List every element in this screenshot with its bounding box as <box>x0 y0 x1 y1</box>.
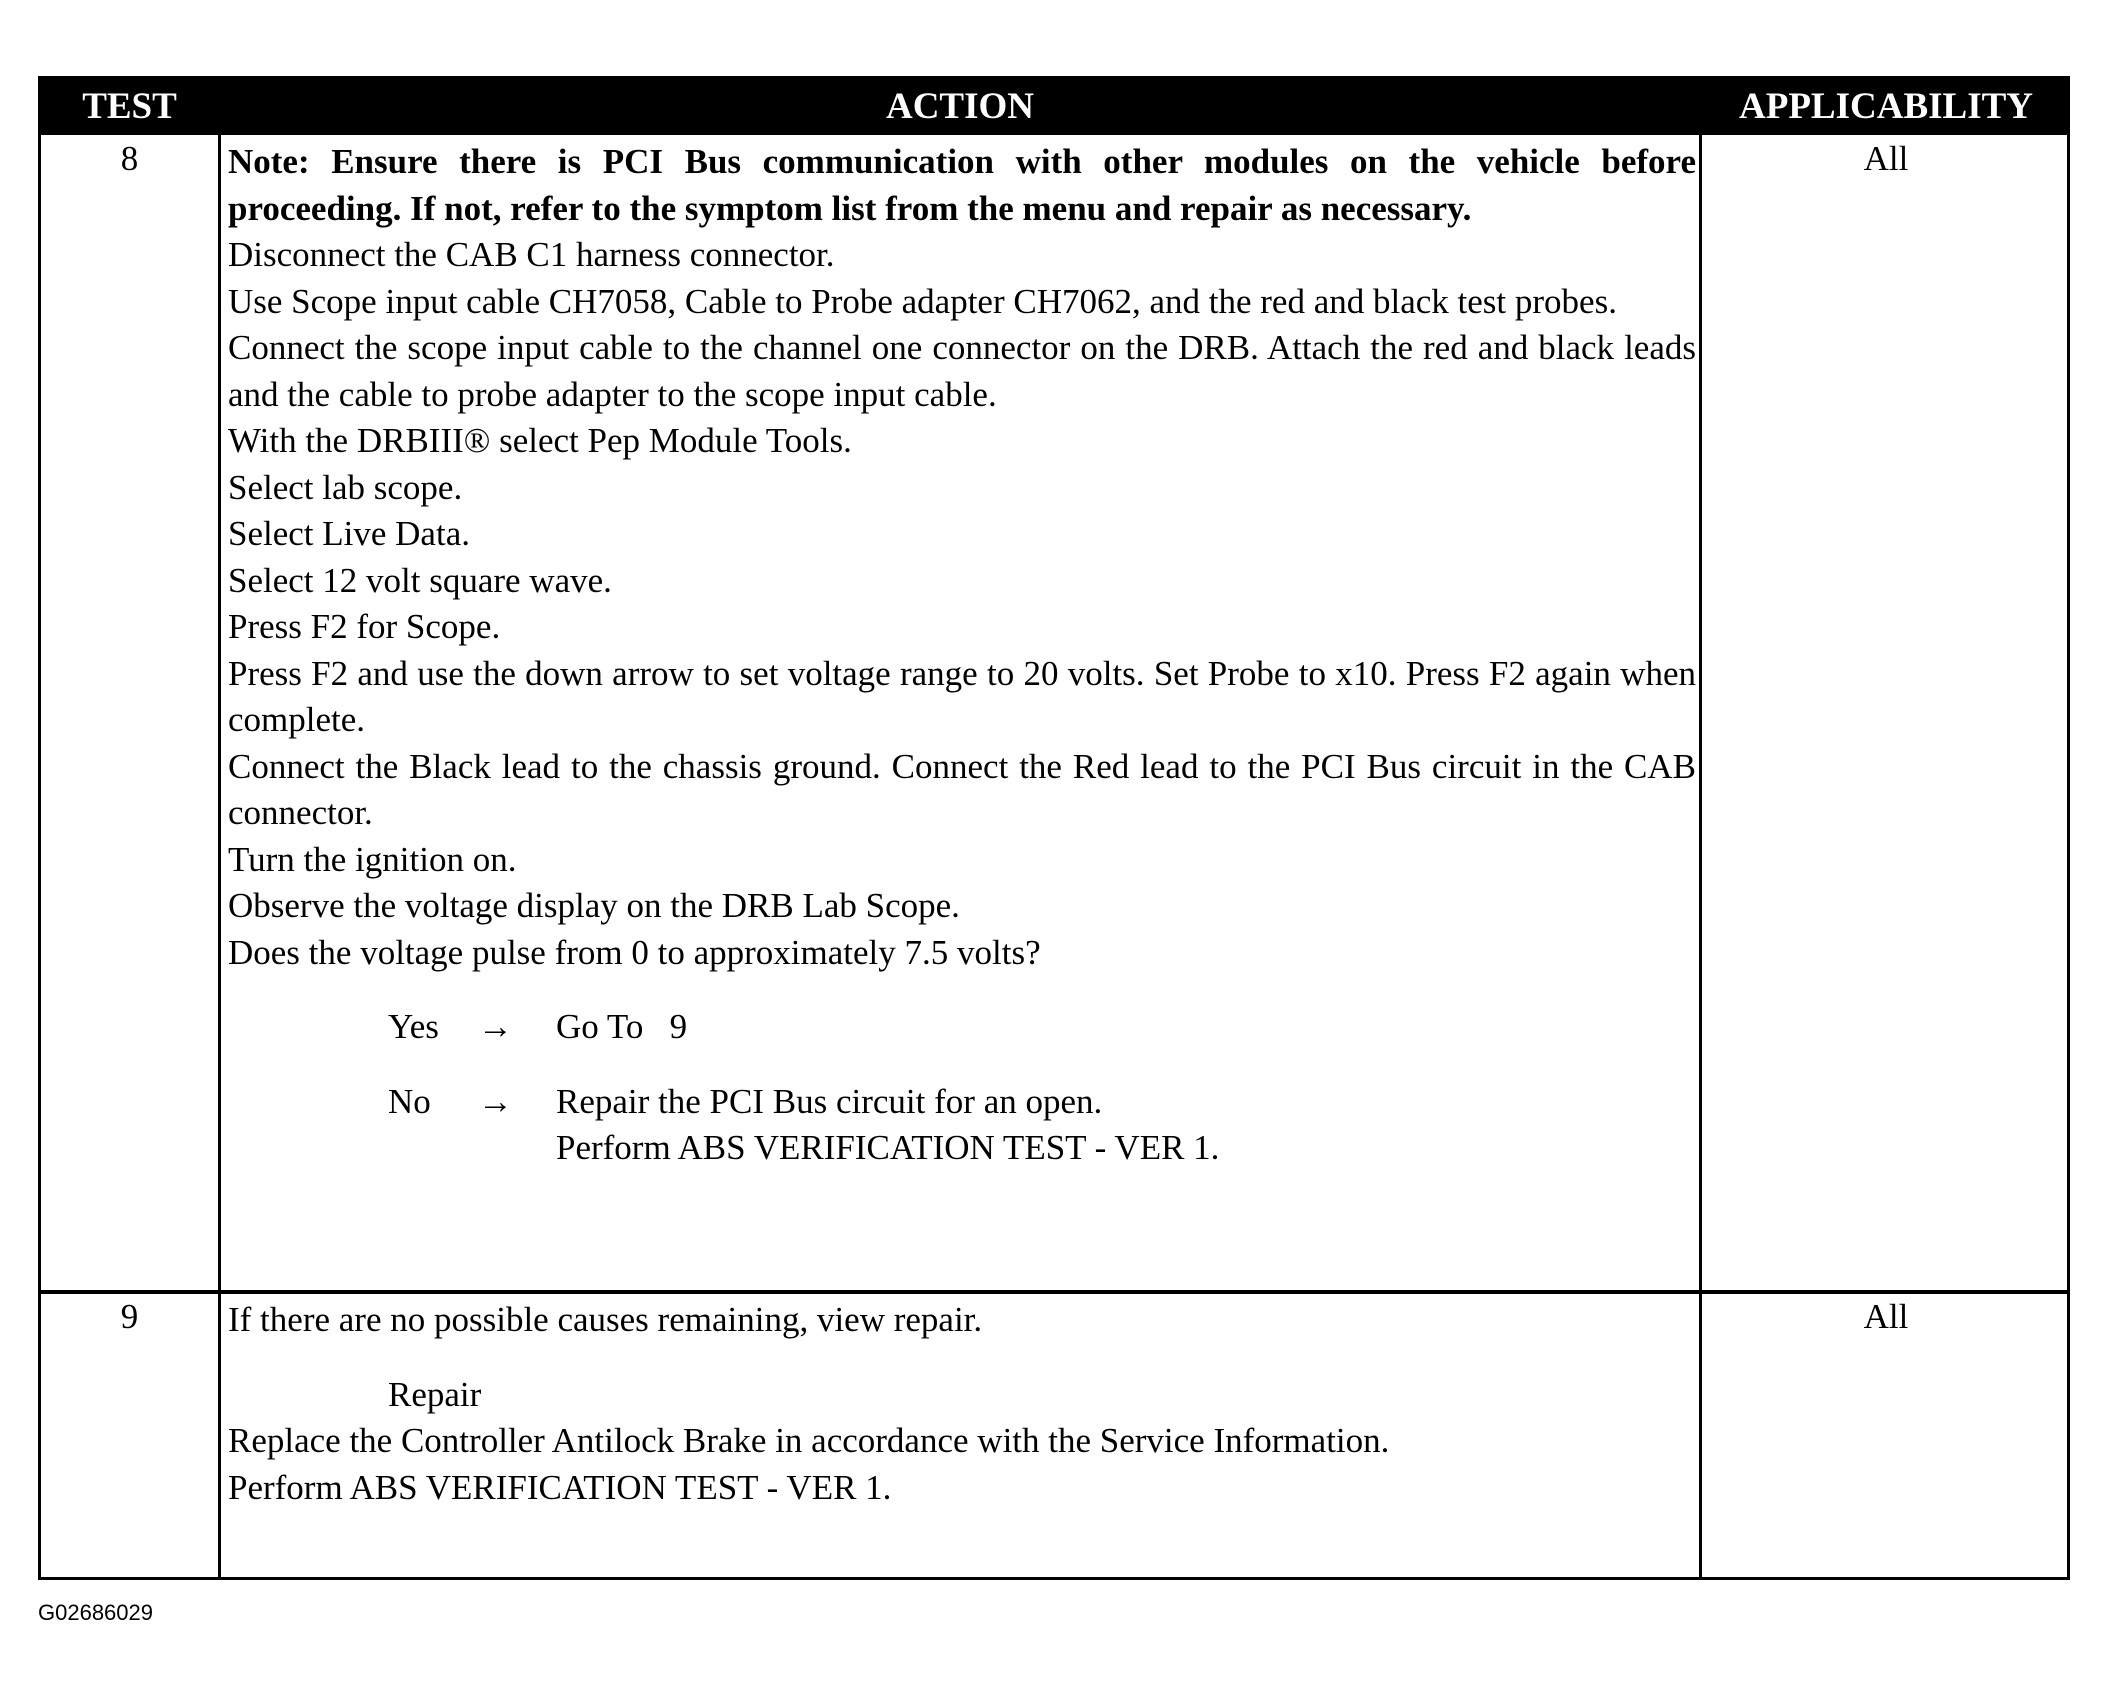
choice-yes-result: Go To 9 <box>556 1007 688 1046</box>
row-divider <box>41 1290 2067 1294</box>
choice-no-result-line1: Repair the PCI Bus circuit for an open. <box>556 1081 1103 1121</box>
right-arrow-icon: → <box>478 1007 513 1046</box>
column-divider-applicability <box>1699 135 1702 1580</box>
step-8: Press F2 for Scope. <box>228 607 501 646</box>
figure-code: G02686029 <box>38 1600 153 1625</box>
header-test: TEST <box>82 86 177 127</box>
choice-no-result <box>556 1079 1219 1172</box>
action-test-8 <box>228 139 1696 1172</box>
step-3: Connect the scope input cable to the channel one connector on the DRB. Attach the red and black leads and the cable to probe adapter to the scope input cable. <box>228 328 1696 414</box>
choice-yes-label: Yes <box>388 1007 439 1046</box>
repair-intro: If there are no possible causes remaining, view repair. <box>228 1300 983 1339</box>
header-action: ACTION <box>885 86 1035 127</box>
applicability-8: All <box>1863 139 1909 178</box>
step-2: Use Scope input cable CH7058, Cable to Probe adapter CH7062, and the red and black test probes. <box>228 281 1617 321</box>
step-4: With the DRBIII® select Pep Module Tools. <box>228 421 852 460</box>
step-6: Select Live Data. <box>228 514 470 553</box>
choice-no-result-line2: Perform ABS VERIFICATION TEST - VER 1. <box>556 1128 1220 1167</box>
step-13: Does the voltage pulse from 0 to approximately 7.5 volts? <box>228 932 1041 972</box>
choice-no <box>388 1079 1696 1172</box>
step-7: Select 12 volt square wave. <box>228 560 612 600</box>
applicability-9: All <box>1863 1297 1909 1336</box>
header-applicability: APPLICABILITY <box>1739 86 2033 127</box>
step-12: Observe the voltage display on the DRB Lab Scope. <box>228 886 960 925</box>
step-10: Connect the Black lead to the chassis ground. Connect the Red lead to the PCI Bus circuit in the CAB connector. <box>228 746 1696 832</box>
step-9: Press F2 and use the down arrow to set voltage range to 20 volts. Set Probe to x10. Press F2 again when complete. <box>228 653 1696 739</box>
choice-no-label: No <box>388 1081 431 1121</box>
test-number-8: 8 <box>120 139 139 178</box>
column-divider-test <box>218 135 221 1580</box>
action-test-9 <box>228 1297 1696 1511</box>
choice-yes <box>388 1004 1696 1051</box>
right-arrow-icon: → <box>478 1081 513 1121</box>
step-1: Disconnect the CAB C1 harness connector. <box>228 235 835 274</box>
step-5: Select lab scope. <box>228 467 463 507</box>
repair-line-2: Perform ABS VERIFICATION TEST - VER 1. <box>228 1467 892 1507</box>
repair-label: Repair <box>388 1374 482 1414</box>
repair-line-1: Replace the Controller Antilock Brake in accordance with the Service Information. <box>228 1421 1390 1460</box>
note-text: Note: Ensure there is PCI Bus communication with other modules on the vehicle before proceeding. If not, refer to the symptom list from the menu and repair as necessary. <box>228 142 1696 228</box>
table-header <box>41 79 2067 135</box>
procedure-table <box>38 76 2070 1580</box>
step-11: Turn the ignition on. <box>228 839 517 879</box>
test-number-9: 9 <box>120 1297 139 1336</box>
